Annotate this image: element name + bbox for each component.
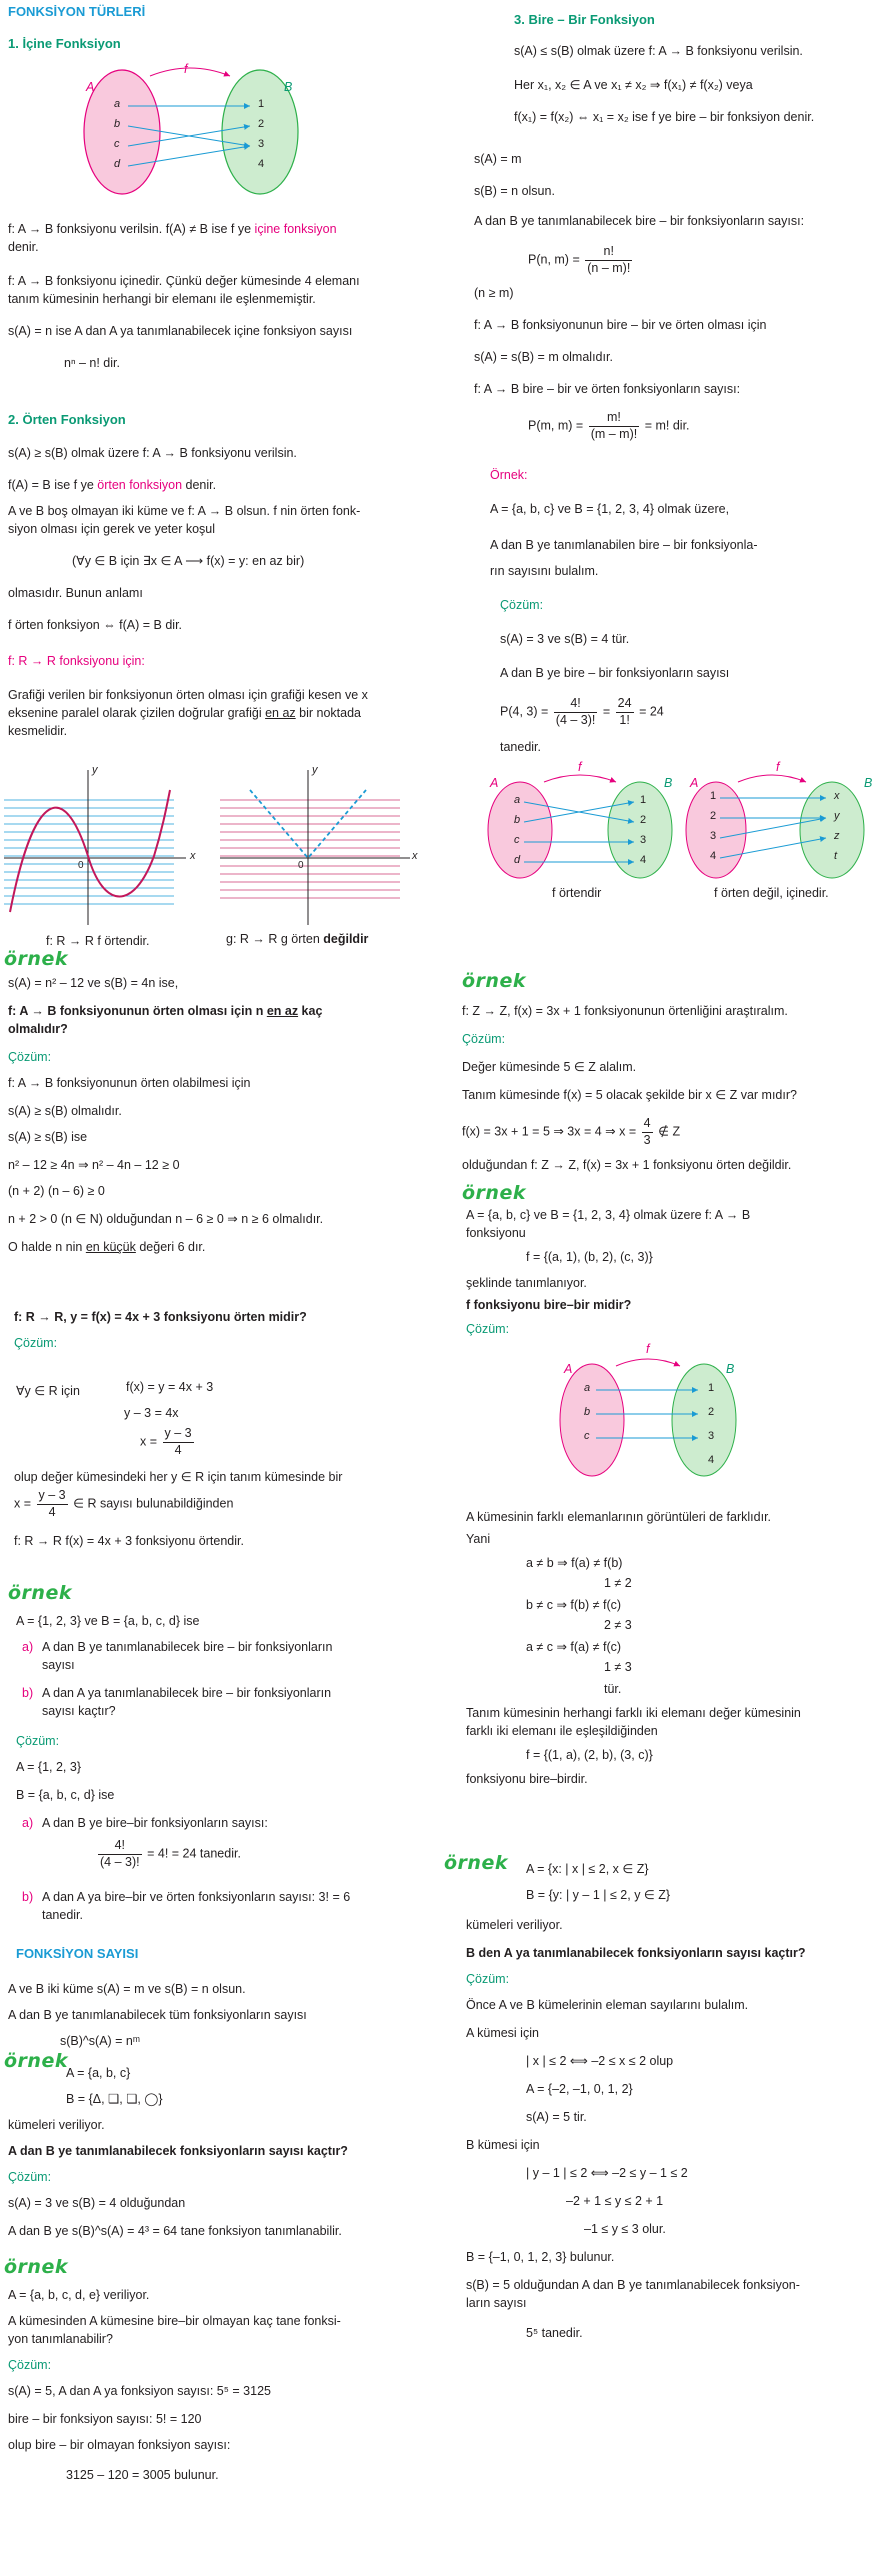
- solution-line: y – 3 = 4x: [124, 1406, 179, 1420]
- solution-line: A kümesinin farklı elemanlarının görüntüleri de farklıdır.: [466, 1510, 772, 1524]
- formula: | x | ≤ 2 ⟺ –2 ≤ x ≤ 2 olup: [526, 2054, 674, 2068]
- solution-line: n² – 12 ≥ 4n ⇒ n² – 4n – 12 ≥ 0: [8, 1158, 180, 1172]
- formula: –1 ≤ y ≤ 3 olur.: [584, 2222, 666, 2236]
- solution-line: O halde n nin en küçük değeri 6 dır.: [8, 1240, 206, 1254]
- origin-label: 0: [78, 860, 84, 871]
- formula: (∀y ∈ B için ∃x ∈ A ⟶ f(x) = y: en az bir): [72, 554, 305, 568]
- example-label: örnek: [8, 1582, 72, 1604]
- set-b-item: 4: [258, 158, 265, 170]
- formula: | y – 1 | ≤ 2 ⟺ –2 ≤ y – 1 ≤ 2: [526, 2166, 688, 2180]
- paragraph: s(A) = n² – 12 ve s(B) = 4n ise,: [8, 976, 179, 990]
- question: f: R → R, y = f(x) = 4x + 3 fonksiyonu örten midir?: [14, 1310, 307, 1324]
- function-f-label: f: [646, 1342, 650, 1356]
- question: A dan B ye tanımlanabilecek fonksiyonların sayısı kaçtır?: [8, 2144, 348, 2158]
- example-label: örnek: [444, 1852, 508, 1874]
- formula: P(4, 3) = $\frac{4!}{(4 - 3)!}$ = $\frac{24}{1!}$ = 24: [500, 696, 664, 727]
- paragraph: f: A → B fonksiyonu verilsin. f(A) ≠ B ise f ye içine fonksiyon: [8, 222, 337, 236]
- solution-line: tanedir.: [42, 1908, 84, 1922]
- set-b-item: x: [834, 790, 840, 802]
- axis-label-x: x: [412, 850, 418, 862]
- set-a-label: A: [86, 80, 95, 94]
- axis-label-y: y: [92, 764, 98, 776]
- section-title-orten: 2. Örten Fonksiyon: [8, 412, 126, 427]
- paragraph: sayısı: [42, 1658, 75, 1672]
- set-b-item: 2: [640, 814, 647, 826]
- formula: tür.: [604, 1682, 622, 1696]
- solution-line: farklı iki elemanı ile eşleşildiğinden: [466, 1724, 658, 1738]
- solution-line: f(x) = y = 4x + 3: [126, 1380, 214, 1394]
- question: B den A ya tanımlanabilecek fonksiyonların sayısı kaçtır?: [466, 1946, 806, 1960]
- list-marker: b): [22, 1686, 34, 1700]
- set-a-item: b: [114, 118, 121, 130]
- diagram-caption: f örtendir: [552, 886, 602, 900]
- paragraph: A dan B ye tanımlanabilen bire – bir fonksiyonla-: [490, 538, 758, 552]
- example-label: Örnek:: [490, 468, 528, 482]
- paragraph: f(A) = B ise f ye örten fonksiyon denir.: [8, 478, 217, 492]
- paragraph: rın sayısını bulalım.: [490, 564, 599, 578]
- solution-label: Çözüm:: [16, 1734, 60, 1748]
- set-b-label: B: [726, 1362, 735, 1376]
- formula: f = {(1, a), (2, b), (3, c)}: [526, 1748, 653, 1762]
- set-a-item: d: [114, 158, 121, 170]
- paragraph: A = {a, b, c} ve B = {1, 2, 3, 4} olmak üzere f: A → B: [466, 1208, 751, 1222]
- function-f-label: f: [776, 760, 780, 774]
- solution-line: ların sayısı: [466, 2296, 527, 2310]
- formula: b ≠ c ⇒ f(b) ≠ f(c): [526, 1598, 622, 1612]
- paragraph: kesmelidir.: [8, 724, 68, 738]
- paragraph: A = {a, b, c} ve B = {1, 2, 3, 4} olmak üzere,: [490, 502, 730, 516]
- solution-line: f: A → B fonksiyonunun örten olabilmesi için: [8, 1076, 251, 1090]
- axis-label-x: x: [190, 850, 196, 862]
- solution-line: tanedir.: [500, 740, 542, 754]
- solution-line: s(A) ≥ s(B) ise: [8, 1130, 88, 1144]
- mapping-diagram-icine-2: [686, 772, 880, 882]
- paragraph: f: Z → Z, f(x) = 3x + 1 fonksiyonunun örtenliğini araştıralım.: [462, 1004, 788, 1018]
- paragraph: kümeleri veriliyor.: [8, 2118, 105, 2132]
- set-a-item: c: [114, 138, 120, 150]
- solution-line: $\frac{4!}{(4 - 3)!}$ = 4! = 24 tanedir.: [100, 1838, 241, 1869]
- paragraph: denir.: [8, 240, 39, 254]
- formula: 1 ≠ 3: [604, 1660, 632, 1674]
- solution-line: A dan A ya bire–bir ve örten fonksiyonların sayısı: 3! = 6: [42, 1890, 351, 1904]
- solution-label: Çözüm:: [462, 1032, 506, 1046]
- formula: s(B) = n olsun.: [474, 184, 555, 198]
- question: f fonksiyonu bire–bir midir?: [466, 1298, 632, 1312]
- formula: nⁿ – n! dir.: [64, 356, 120, 370]
- solution-label: Çözüm:: [8, 2170, 52, 2184]
- list-marker: b): [22, 1890, 34, 1904]
- set-b-label: B: [664, 776, 673, 790]
- solution-line: Tanım kümesinde f(x) = 5 olacak şekilde bir x ∈ Z var mıdır?: [462, 1088, 797, 1102]
- list-marker: a): [22, 1816, 34, 1830]
- formula: P(m, m) = $\frac{m!}{(m - m)!}$ = m! dir.: [528, 410, 690, 441]
- set-a-item: a: [114, 98, 121, 110]
- subheading: f: R → R fonksiyonu için:: [8, 654, 145, 668]
- paragraph: eksenine paralel olarak çizilen doğrular grafiği en az bir noktada: [8, 706, 362, 720]
- formula: P(n, m) = $\frac{n!}{(n - m)!}$: [528, 244, 631, 275]
- set-a-label: A: [490, 776, 499, 790]
- formula: –2 + 1 ≤ y ≤ 2 + 1: [566, 2194, 664, 2208]
- set-b-item: 2: [258, 118, 265, 130]
- paragraph: siyon olması için gerek ve yeter koşul: [8, 522, 216, 536]
- paragraph: olmasıdır. Bunun anlamı: [8, 586, 143, 600]
- solution-label: Çözüm:: [500, 598, 544, 612]
- set-a-item: 1: [710, 790, 717, 802]
- solution-line: olduğundan f: Z → Z, f(x) = 3x + 1 fonksiyonu örten değildir.: [462, 1158, 792, 1172]
- graph-caption: g: R → R g örten değildir: [226, 932, 369, 946]
- solution-line: A kümesi için: [466, 2026, 539, 2040]
- solution-label: Çözüm:: [466, 1972, 510, 1986]
- formula: A = {–2, –1, 0, 1, 2}: [526, 2082, 633, 2096]
- example-label: örnek: [462, 1182, 526, 1204]
- set-b-item: 4: [640, 854, 647, 866]
- solution-label: Çözüm:: [466, 1322, 510, 1336]
- set-a-label: A: [690, 776, 699, 790]
- solution-line: A dan B ye bire – bir fonksiyonların sayısı: [500, 666, 730, 680]
- set-a-item: 2: [710, 810, 717, 822]
- solution-line: A dan B ye bire–bir fonksiyonların sayısı:: [42, 1816, 268, 1830]
- set-b-item: 3: [640, 834, 647, 846]
- set-b-item: t: [834, 850, 838, 862]
- solution-line: s(A) = 5, A dan A ya fonksiyon sayısı: 5⁵ = 3125: [8, 2384, 271, 2398]
- formula: (n ≥ m): [474, 286, 514, 300]
- solution-line: f(x) = 3x + 1 = 5 ⇒ 3x = 4 ⇒ x = $\frac{4}{3}$ ∉ Z: [462, 1116, 681, 1147]
- solution-label: Çözüm:: [14, 1336, 58, 1350]
- formula: s(A) = 5 tir.: [526, 2110, 587, 2124]
- paragraph: kümeleri veriliyor.: [466, 1918, 563, 1932]
- solution-line: f: R → R f(x) = 4x + 3 fonksiyonu örtendir.: [14, 1534, 244, 1548]
- set-a-item: a: [514, 794, 521, 806]
- solution-label: Çözüm:: [8, 2358, 52, 2372]
- paragraph: f: A → B bire – bir ve örten fonksiyonların sayısı:: [474, 382, 741, 396]
- paragraph: s(A) ≤ s(B) olmak üzere f: A → B fonksiyonu verilsin.: [514, 44, 803, 58]
- set-a-item: 4: [710, 850, 717, 862]
- set-a-item: b: [584, 1406, 591, 1418]
- formula: B = {y: | y – 1 | ≤ 2, y ∈ Z}: [526, 1888, 671, 1902]
- origin-label: 0: [298, 860, 304, 871]
- formula: f = {(a, 1), (b, 2), (c, 3)}: [526, 1250, 653, 1264]
- function-f-label: f: [184, 62, 188, 76]
- paragraph: Her x₁, x₂ ∈ A ve x₁ ≠ x₂ ⇒ f(x₁) ≠ f(x₂) veya: [514, 78, 753, 92]
- solution-label: Çözüm:: [8, 1050, 52, 1064]
- solution-line: A dan B ye s(B)^s(A) = 4³ = 64 tane fonksiyon tanımlanabilir.: [8, 2224, 342, 2238]
- solution-line: ∀y ∈ R için: [16, 1384, 80, 1398]
- paragraph: s(A) = s(B) = m olmalıdır.: [474, 350, 613, 364]
- paragraph: A = {1, 2, 3} ve B = {a, b, c, d} ise: [16, 1614, 200, 1628]
- diagram-caption: f örten değil, içinedir.: [714, 886, 829, 900]
- axis-label-y: y: [312, 764, 318, 776]
- paragraph: fonksiyonu: [466, 1226, 526, 1240]
- solution-line: s(A) ≥ s(B) olmalıdır.: [8, 1104, 122, 1118]
- set-b-item: z: [834, 830, 840, 842]
- solution-line: Yani: [466, 1532, 491, 1546]
- graph-orten: [4, 760, 204, 930]
- formula: s(A) = m: [474, 152, 522, 166]
- solution-line: olup değer kümesindeki her y ∈ R için tanım kümesinde bir: [14, 1470, 343, 1484]
- graph-not-orten: [220, 760, 420, 930]
- paragraph: s(A) ≥ s(B) olmak üzere f: A → B fonksiyonu verilsin.: [8, 446, 297, 460]
- set-b-item: 1: [640, 794, 647, 806]
- set-a-item: b: [514, 814, 521, 826]
- formula: f örten fonksiyon ⇔ f(A) = B dir.: [8, 618, 183, 632]
- set-a-item: a: [584, 1382, 591, 1394]
- section-title-bire-bir: 3. Bire – Bir Fonksiyon: [514, 12, 655, 27]
- solution-line: Önce A ve B kümelerinin eleman sayılarını bulalım.: [466, 1998, 749, 2012]
- solution-line: fonksiyonu bire–birdir.: [466, 1772, 588, 1786]
- solution-line: bire – bir fonksiyon sayısı: 5! = 120: [8, 2412, 202, 2426]
- paragraph: şeklinde tanımlanıyor.: [466, 1276, 587, 1290]
- paragraph: yon tanımlanabilir?: [8, 2332, 113, 2346]
- solution-line: 3125 – 120 = 3005 bulunur.: [66, 2468, 219, 2482]
- set-b-item: y: [834, 810, 840, 822]
- set-b-item: 2: [708, 1406, 715, 1418]
- set-b-item: 1: [708, 1382, 715, 1394]
- section-title-icine: 1. İçine Fonksiyon: [8, 36, 121, 51]
- solution-line: B kümesi için: [466, 2138, 540, 2152]
- formula: a ≠ b ⇒ f(a) ≠ f(b): [526, 1556, 623, 1570]
- question: f: A → B fonksiyonunun örten olması için n en az kaç: [8, 1004, 323, 1018]
- solution-line: s(A) = 3 ve s(B) = 4 tür.: [500, 632, 630, 646]
- solution-line: Tanım kümesinin herhangi farklı iki elemanı değer kümesinin: [466, 1706, 801, 1720]
- paragraph: A ve B iki küme s(A) = m ve s(B) = n olsun.: [8, 1982, 246, 1996]
- example-label: örnek: [4, 2050, 68, 2072]
- example-label: örnek: [462, 970, 526, 992]
- set-a-item: c: [584, 1430, 590, 1442]
- solution-line: olup bire – bir olmayan fonksiyon sayısı:: [8, 2438, 231, 2452]
- formula: 2 ≠ 3: [604, 1618, 632, 1632]
- page-title: FONKSİYON TÜRLERİ: [8, 4, 146, 19]
- list-marker: a): [22, 1640, 34, 1654]
- paragraph: f: A → B fonksiyonu içinedir. Çünkü değer kümesinde 4 elemanı: [8, 274, 360, 288]
- set-a-label: A: [564, 1362, 573, 1376]
- paragraph: f(x₁) = f(x₂) ⇔ x₁ = x₂ ise f ye bire – bir fonksiyon denir.: [514, 110, 815, 124]
- set-b-label: B: [864, 776, 873, 790]
- set-b-item: 3: [708, 1430, 715, 1442]
- solution-line: n + 2 > 0 (n ∈ N) olduğundan n – 6 ≥ 0 ⇒ n ≥ 6 olmalıdır.: [8, 1212, 324, 1226]
- solution-line: A = {1, 2, 3}: [16, 1760, 81, 1774]
- paragraph: f: A → B fonksiyonunun bire – bir ve örten olması için: [474, 318, 767, 332]
- question: olmalıdır?: [8, 1022, 68, 1036]
- paragraph: A dan B ye tanımlanabilecek bire – bir fonksiyonların sayısı:: [474, 214, 805, 228]
- graph-caption: f: R → R f örtendir.: [46, 934, 150, 948]
- paragraph: A kümesinden A kümesine bire–bir olmayan kaç tane fonksi-: [8, 2314, 341, 2328]
- example-label: örnek: [4, 948, 68, 970]
- paragraph: A dan A ya tanımlanabilecek bire – bir fonksiyonların: [42, 1686, 332, 1700]
- paragraph: A dan B ye tanımlanabilecek tüm fonksiyonların sayısı: [8, 2008, 307, 2022]
- section-title-fonksiyon-sayisi: FONKSİYON SAYISI: [16, 1946, 139, 1961]
- paragraph: tanım kümesinin herhangi bir elemanı ile eşlenmemiştir.: [8, 292, 316, 306]
- formula: s(B)^s(A) = nᵐ: [60, 2034, 141, 2048]
- solution-line: B = {–1, 0, 1, 2, 3} bulunur.: [466, 2250, 615, 2264]
- paragraph: s(A) = n ise A dan A ya tanımlanabilecek içine fonksiyon sayısı: [8, 324, 353, 338]
- set-b-item: 3: [258, 138, 265, 150]
- paragraph: sayısı kaçtır?: [42, 1704, 116, 1718]
- solution-line: x = $\frac{y - 3}{4}$ ∈ R sayısı bulunabildiğinden: [14, 1488, 234, 1519]
- solution-line: s(A) = 3 ve s(B) = 4 olduğundan: [8, 2196, 186, 2210]
- paragraph: A dan B ye tanımlanabilecek bire – bir fonksiyonların: [42, 1640, 333, 1654]
- solution-line: B = {a, b, c, d} ise: [16, 1788, 115, 1802]
- paragraph: A = {a, b, c, d, e} veriliyor.: [8, 2288, 150, 2302]
- formula: 5⁵ tanedir.: [526, 2326, 583, 2340]
- solution-line: (n + 2) (n – 6) ≥ 0: [8, 1184, 105, 1198]
- paragraph: B = {Δ, ❑, ❏, ◯}: [66, 2092, 163, 2106]
- example-label: örnek: [4, 2256, 68, 2278]
- function-f-label: f: [578, 760, 582, 774]
- solution-line: x = $\frac{y - 3}{4}$: [140, 1426, 192, 1457]
- formula: 1 ≠ 2: [604, 1576, 632, 1590]
- paragraph: Grafiği verilen bir fonksiyonun örten olması için grafiği kesen ve x: [8, 688, 368, 702]
- set-a-item: d: [514, 854, 521, 866]
- set-b-item: 4: [708, 1454, 715, 1466]
- formula: A = {x: | x | ≤ 2, x ∈ Z}: [526, 1862, 649, 1876]
- paragraph: A ve B boş olmayan iki küme ve f: A → B olsun. f nin örten fonk-: [8, 504, 361, 518]
- set-b-item: 1: [258, 98, 265, 110]
- paragraph: A = {a, b, c}: [66, 2066, 131, 2080]
- set-b-label: B: [284, 80, 293, 94]
- set-a-item: c: [514, 834, 520, 846]
- solution-line: s(B) = 5 olduğundan A dan B ye tanımlanabilecek fonksiyon-: [466, 2278, 800, 2292]
- set-a-item: 3: [710, 830, 717, 842]
- formula: a ≠ c ⇒ f(a) ≠ f(c): [526, 1640, 622, 1654]
- solution-line: Değer kümesinde 5 ∈ Z alalım.: [462, 1060, 637, 1074]
